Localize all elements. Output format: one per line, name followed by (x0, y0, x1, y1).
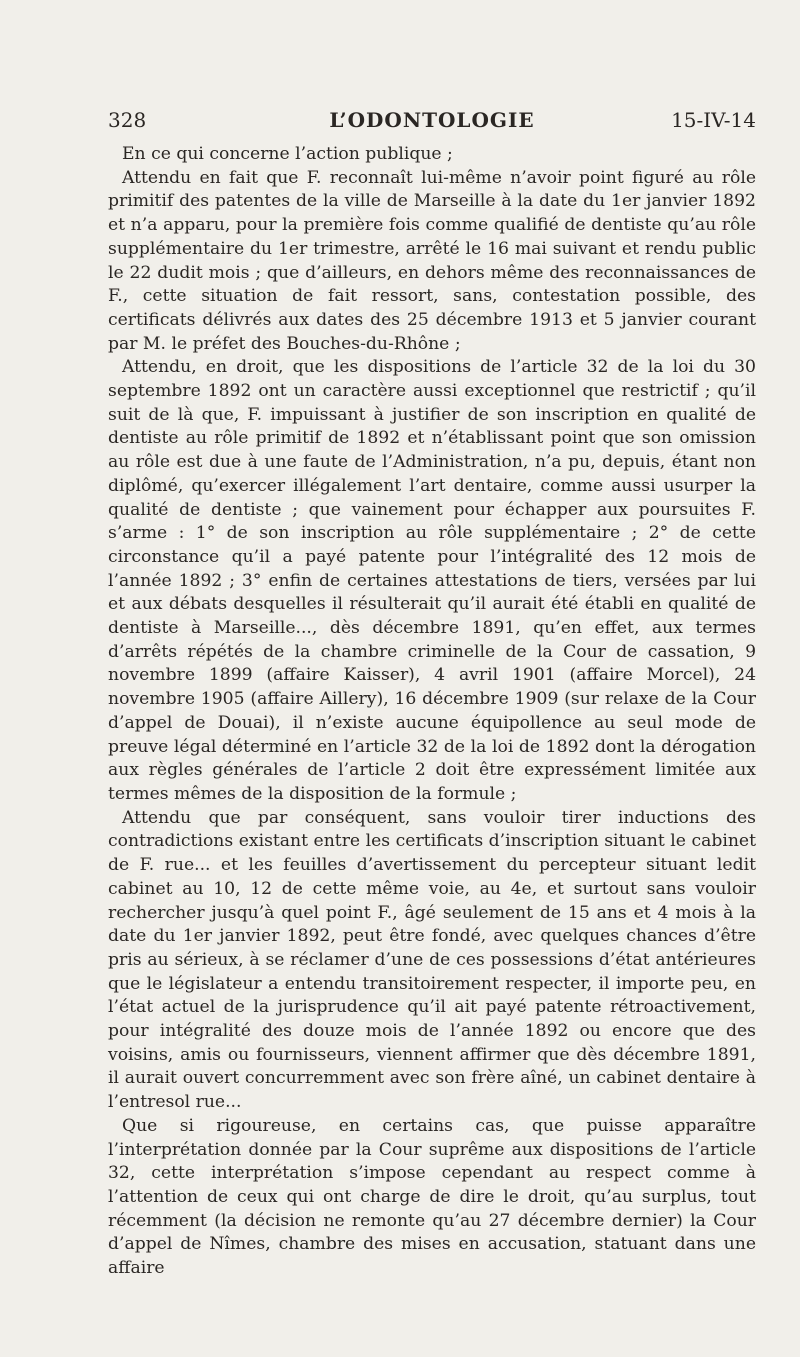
running-header (108, 108, 756, 134)
issue-date: 15-IV-14 (671, 108, 756, 132)
paragraph: En ce qui concerne l’action publique ; (122, 144, 453, 164)
journal-title: L’ODONTOLOGIE (329, 108, 535, 132)
paragraph: Attendu en fait que F. reconnaît lui-même n’avoir point figuré au rôle primitif des patentes de la ville de Marseille à la date du 1er janvier 1892 et n’a apparu, pour la première fois comme qualifié de dentiste qu’au rôle supplémentaire du 1er trimestre, arrêté le 16 mai suivant et rendu public le 22 dudit mois ; que d’ailleurs, en dehors même des reconnaissances de F., cette situation de fait ressort, sans, contestation possible, des certificats délivrés aux dates des 25 décembre 1913 et 5 janvier courant par M. le préfet des Bouches-du-Rhône ; (108, 167, 756, 354)
paragraph: Attendu que par conséquent, sans vouloir tirer inductions des contradictions existant entre les certificats d’inscription situant le cabinet de F. rue... et les feuilles d’avertissement du percepteur situant ledit cabinet au 10, 12 de cette même voie, au 4e, et surtout sans vouloir rechercher jusqu’à quel point F., âgé seulement de 15 ans et 4 mois à la date du 1er janvier 1892, peut être fondé, avec quelques chances d’être pris au sérieux, à se réclamer d’une de ces possessions d’état antérieures que le législateur a entendu transitoirement respecter, il importe peu, en l’état actuel de la jurisprudence qu’il ait payé patente rétroactivement, pour intégralité des douze mois de l’année 1892 ou encore que des voisins, amis ou fournisseurs, viennent affirmer que dès décembre 1891, il aurait ouvert concurremment avec son frère aîné, un cabinet dentaire à l’entresol rue... (108, 807, 756, 1113)
paragraph: Attendu, en droit, que les dispositions de l’article 32 de la loi du 30 septembre 1892 ont un caractère aussi exceptionnel que restrictif ; qu’il suit de là que, F. impuissant à justifier de son inscription en qualité de dentiste au rôle primitif de 1892 et n’établissant point que son omission au rôle est due à une faute de l’Administration, n’a pu, depuis, étant non diplômé, qu’exercer illégalement l’art dentaire, comme aussi usurper la qualité de dentiste ; que vainement pour échapper aux poursuites F. s’arme : 1° de son inscription au rôle supplémentaire ; 2° de cette circonstance qu’il a payé patente pour l’intégralité des 12 mois de l’année 1892 ; 3° enfin de certaines attestations de tiers, versées par lui et aux débats desquelles il résulterait qu’il aurait été établi en qualité de dentiste à Marseille..., dès décembre 1891, qu’en effet, aux termes d’arrêts répétés de la chambre criminelle de la Cour de cassation, 9 novembre 1899 (affaire Kaisser), 4 avril 1901 (affaire Morcel), 24 novembre 1905 (affaire Aillery), 16 décembre 1909 (sur relaxe de la Cour d’appel de Douai), il n’existe aucune équipollence au seul mode de preuve légal déterminé en l’article 32 de la loi de 1892 dont la dérogation aux règles générales de l’article 2 doit être expressément limitée aux termes mêmes de la disposition de la formule ; (108, 357, 756, 804)
body-text (108, 143, 756, 1281)
paragraph: Que si rigoureuse, en certains cas, que puisse apparaître l’interprétation donnée par la Cour suprême aux dispositions de l’article 32, cette interprétation s’impose cependant au respect comme à l’attention de ceux qui ont charge de dire le droit, qu’au surplus, tout récemment (la décision ne remonte qu’au 27 décembre dernier) la Cour d’appel de Nîmes, chambre des mises en accusation, statuant dans une affaire (108, 1115, 756, 1279)
page-number: 328 (108, 108, 147, 132)
